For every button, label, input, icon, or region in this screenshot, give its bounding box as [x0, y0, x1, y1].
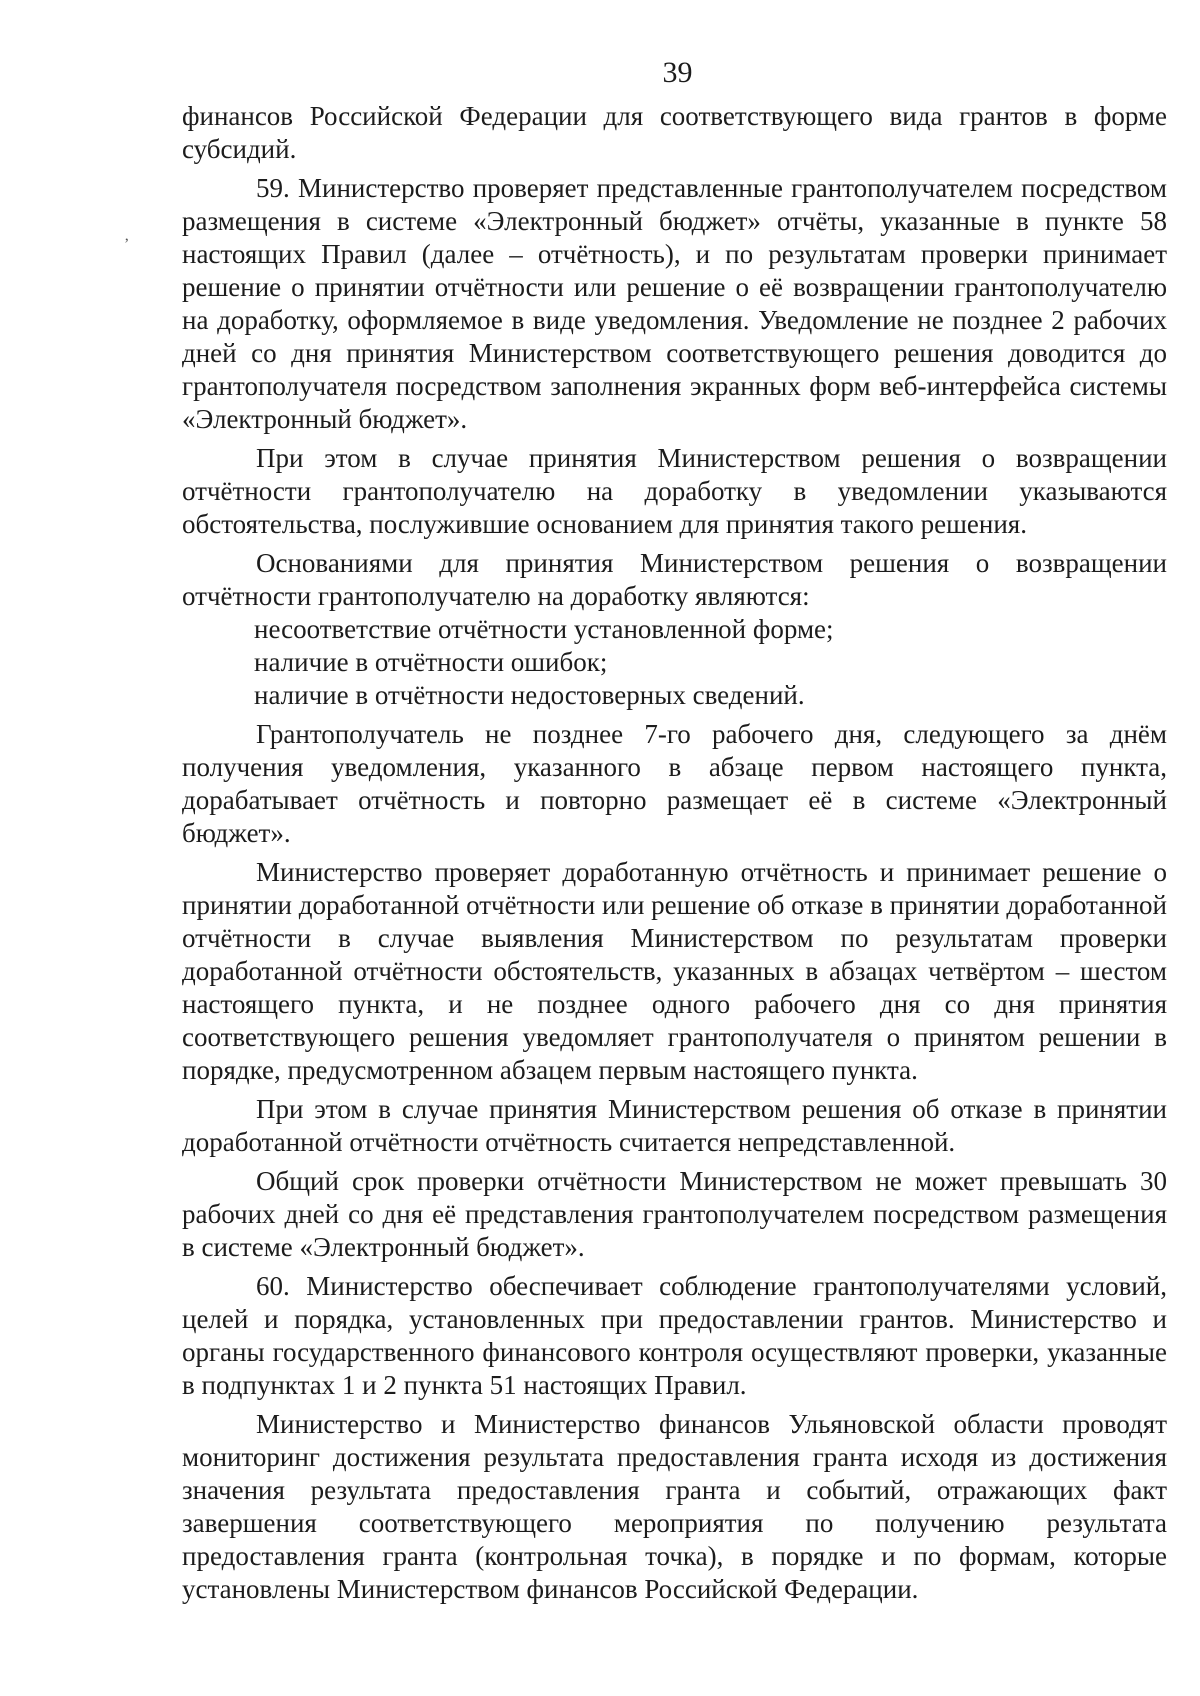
- document-body: [182, 100, 1167, 1606]
- paragraph-item-60: 60. Министерство обеспечивает соблюдение грантополучателями условий, целей и порядка, установленных при предоставлении грантов. Министерство и органы государственного финансового контроля осуществляют проверки, указанные в подпунктах 1 и 2 пункта 51 настоящих Правил.: [182, 1271, 1167, 1400]
- paragraph: Министерство проверяет доработанную отчётность и принимает решение о принятии доработанной отчётности или решение об отказе в принятии доработанной отчётности в случае выявления Министерством по результатам проверки доработанной отчётности обстоятельств, указанных в абзацах четвёртом – шестом настоящего пункта, и не позднее одного рабочего дня со дня принятия соответствующего решения уведомляет грантополучателя о принятом решении в порядке, предусмотренном абзацем первым настоящего пункта.: [182, 857, 1167, 1085]
- paragraph: При этом в случае принятия Министерством решения об отказе в принятии доработанной отчётности отчётность считается непредставленной.: [182, 1094, 1167, 1157]
- paragraph: Грантополучатель не позднее 7-го рабочего дня, следующего за днём получения уведомления, указанного в абзаце первом настоящего пункта, дорабатывает отчётность и повторно размещает её в системе «Электронный бюджет».: [182, 719, 1167, 848]
- list-item: несоответствие отчётности установленной форме;: [254, 614, 834, 644]
- paragraph: Общий срок проверки отчётности Министерством не может превышать 30 рабочих дней со дня её представления грантополучателем посредством размещения в системе «Электронный бюджет».: [182, 1166, 1167, 1262]
- paragraph-continuation: финансов Российской Федерации для соответствующего вида грантов в форме субсидий.: [182, 101, 1167, 164]
- paragraph: Основаниями для принятия Министерством решения о возвращении отчётности грантополучателю на доработку являются:: [182, 548, 1167, 611]
- list-item: наличие в отчётности недостоверных сведений.: [254, 680, 805, 710]
- paragraph: Министерство и Министерство финансов Ульяновской области проводят мониторинг достижения результата предоставления гранта исходя из достижения значения результата предоставления гранта и событий, отражающих факт завершения соответствующего мероприятия по получению результата предоставления гранта (контрольная точка), в порядке и по формам, которые установлены Министерством финансов Российской Федерации.: [182, 1409, 1167, 1604]
- paragraph: При этом в случае принятия Министерством решения о возвращении отчётности грантополучателю на доработку в уведомлении указываются обстоятельства, послужившие основанием для принятия такого решения.: [182, 443, 1167, 539]
- paragraph-item-59: 59. Министерство проверяет представленные грантополучателем посредством размещения в системе «Электронный бюджет» отчёты, указанные в пункте 58 настоящих Правил (далее – отчётность), и по результатам проверки принимает решение о принятии отчётности или решение о её возвращении грантополучателю на доработку, оформляемое в виде уведомления. Уведомление не позднее 2 рабочих дней со дня принятия Министерством соответствующего решения доводится до грантополучателя посредством заполнения экранных форм веб-интерфейса системы «Электронный бюджет».: [182, 173, 1167, 434]
- scan-mark: ʼ: [124, 236, 130, 253]
- page-number: 39: [662, 56, 693, 89]
- list-item: наличие в отчётности ошибок;: [254, 647, 608, 677]
